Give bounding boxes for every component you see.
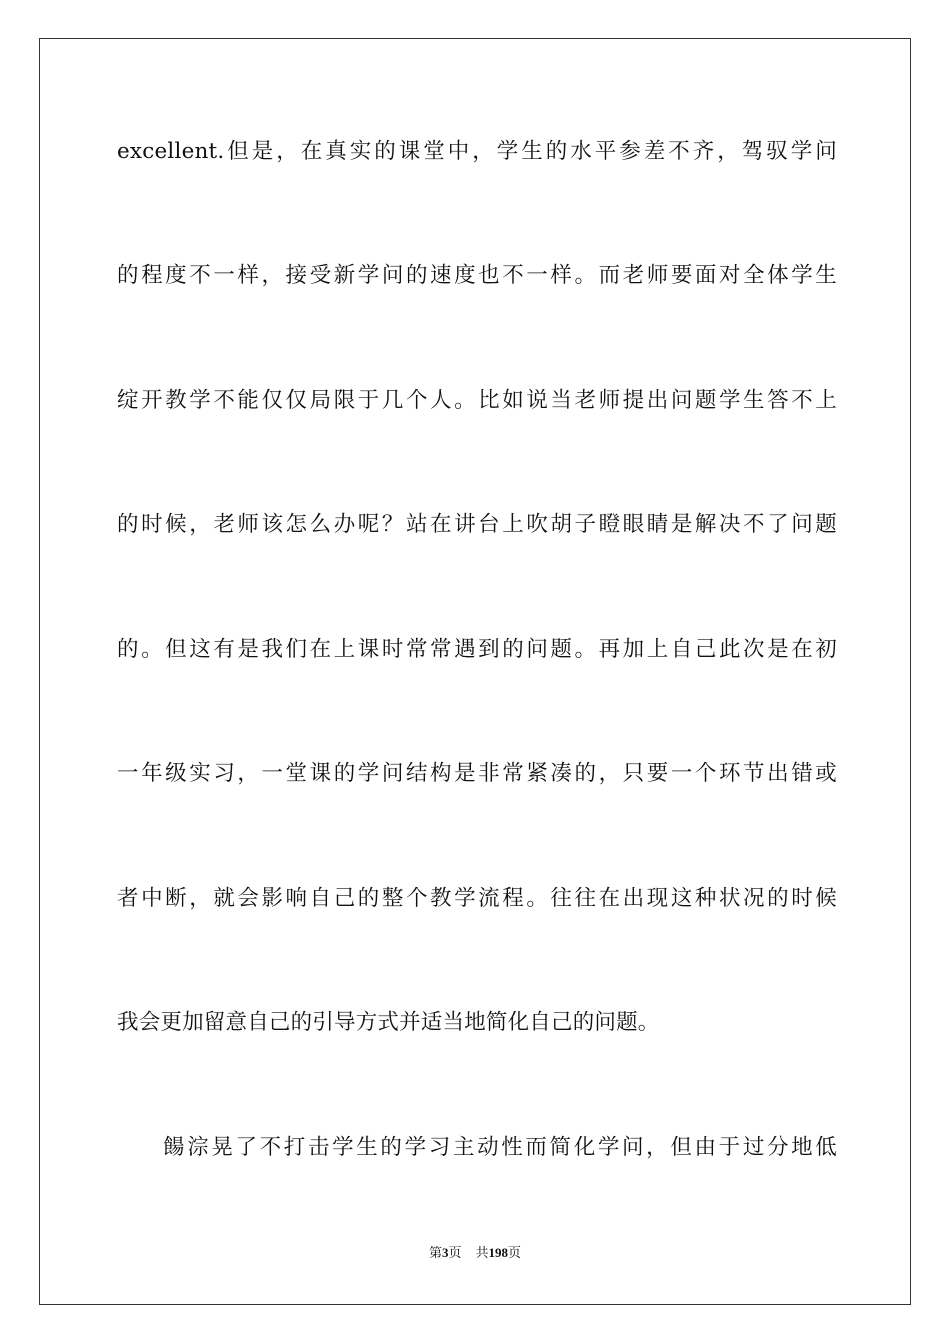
page-footer — [0, 1244, 950, 1262]
text-line: 的时候，老师该怎么办呢？站在讲台上吹胡子瞪眼睛是解决不了问题 — [117, 512, 837, 537]
page-suffix: 页 — [448, 1245, 462, 1260]
page-number: 3 — [441, 1245, 449, 1260]
text-line: 我会更加留意自己的引导方式并适当地简化自己的问题。 — [117, 1010, 660, 1035]
total-pages: 198 — [488, 1245, 509, 1260]
text-line: 的。但这有是我们在上课时常常遇到的问题。再加上自己此次是在初 — [117, 637, 837, 662]
page-prefix: 第 — [428, 1245, 442, 1260]
text-line: 绽开教学不能仅仅局限于几个人。比如说当老师提出问题学生答不上 — [117, 388, 837, 413]
page-border — [39, 38, 911, 1305]
text-line: 者中断，就会影响自己的整个教学流程。往往在出现这种状况的时候 — [117, 886, 837, 911]
text-line: 一年级实习，一堂课的学问结构是非常紧凑的，只要一个环节出错或 — [117, 761, 837, 786]
text-line: 的程度不一样，接受新学问的速度也不一样。而老师要面对全体学生 — [117, 263, 837, 288]
text-line: excellent.但是，在真实的课堂中，学生的水平参差不齐，驾驭学问 — [117, 139, 837, 164]
text-line: 餳淙晃了不打击学生的学习主动性而简化学问，但由于过分地低 — [163, 1135, 837, 1160]
total-prefix: 共 — [475, 1245, 489, 1260]
total-suffix: 页 — [508, 1245, 522, 1260]
